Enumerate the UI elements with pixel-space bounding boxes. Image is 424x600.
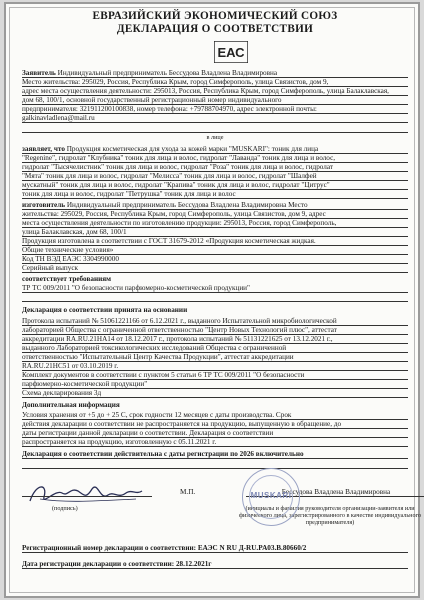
- manufacturer-line-6: Общие технические условия»: [22, 246, 408, 255]
- basis-label: Декларация о соответствии принята на основании: [22, 306, 188, 314]
- manufacturer-line-4: улица Балаклавская, дом 68, 100/1: [22, 228, 408, 237]
- header-union-title: ЕВРАЗИЙСКИЙ ЭКОНОМИЧЕСКИЙ СОЮЗ: [92, 10, 338, 22]
- company-stamp: [242, 468, 300, 526]
- manufacturer-line-2: жительства: 295029, Россия, Республика Крым, город Симферополь, улица Связистов, дом 9, адрес: [22, 210, 408, 219]
- applicant-name: Индивидуальный предприниматель Бессудова Владлена Владимировна: [55, 69, 278, 77]
- hs-code: Код ТН ВЭД ЕАЭС 3304990000: [22, 255, 408, 264]
- declaration-sheet: [4, 2, 420, 598]
- product-line-5: мускатный" тоник для лица и волос, гидролат "Крапива" тоник для лица и волос, гидролат "Цитрус": [22, 181, 408, 190]
- basis-line-6: RA.RU.21НС51 от 03.10.2019 г.: [22, 362, 408, 371]
- requirements-value: ТР ТС 009/2011 "О безопасности парфюмерно-косметической продукции": [22, 284, 408, 293]
- registration-date-row: [22, 560, 408, 569]
- registration-number-row: [22, 544, 408, 553]
- additional-label: Дополнительная информация: [22, 401, 120, 409]
- product-line-4: "Мята" тоник для лица и волос, гидролат "Мелисса" тоник для лица и волос, гидролат "Шалфей: [22, 172, 408, 181]
- manufacturer-line-5: Продукция изготовлена в соответствии с ГОСТ 31679-2012 «Продукция косметическая жидкая.: [22, 237, 408, 246]
- applicant-line-4: предпринимателя: 321911200100838, номер телефона: +79788704970, адрес электронной почты:: [22, 105, 408, 114]
- applicant-line-5: galkinavladlena@mail.ru: [22, 114, 408, 123]
- additional-line-2: действия декларации о соответствии не распространяется на продукцию, выпущенную в обращение, до: [22, 420, 408, 429]
- product-line-1: Продукция косметическая для ухода за кожей марки "MUSKARI": тоник для лица: [64, 145, 319, 153]
- applicant-blank: [22, 124, 408, 133]
- additional-line-3: даты регистрации данной декларации о соответствии. Декларация о соответствии: [22, 429, 408, 438]
- applicant-line-2: адрес места осуществления деятельности: 295013, Россия, Республика Крым, город Симферополь, улица Балаклавская,: [22, 87, 408, 96]
- requirements-blank: [22, 294, 408, 302]
- manufacturer-row: [22, 201, 408, 210]
- eac-logo-text: ЕАС: [217, 45, 245, 60]
- registration-date-label: Дата регистрации декларации о соответствии:: [22, 560, 175, 568]
- basis-line-1: Протокола испытаний № 51061221166 от 6.12.2021 г., выданного Испытательной микробиологической: [22, 317, 408, 326]
- basis-line-9: Схема декларирования 3д: [22, 389, 408, 398]
- manufacturer-line-3: места осуществления деятельности по изготовлению продукции: 295013, Россия, город Симферополь,: [22, 219, 408, 228]
- signer-name: Бессудова Владлена Владимировна: [246, 488, 424, 497]
- requirements-label: соответствует требованиям: [22, 275, 112, 283]
- registration-number-value: ЕАЭС N RU Д-RU.PA03.B.80660/2: [196, 544, 307, 552]
- product-line-6: тоник для лица и волос, гидролат "Петрушка" тоник для лица и волос: [22, 190, 408, 199]
- manufacturer-line-1: Индивидуальный предприниматель Бессудова Владлена Владимировна Место: [65, 201, 308, 209]
- additional-line-1: Условия хранения от +5 до + 25 С, срок годности 12 месяцев с даты производства. Срок: [22, 411, 408, 420]
- stamp-place-label: М.П.: [180, 488, 196, 496]
- applicant-row: [22, 69, 408, 78]
- registration-date-value: 28.12.2021г: [174, 560, 212, 568]
- additional-line-4: распространяется на продукцию, изготовленную с 05.11.2021 г.: [22, 438, 408, 447]
- applicant-line-3: дом 68, 100/1, основной государственный регистрационный номер индивидуального: [22, 96, 408, 105]
- basis-line-2: лабораторией Общества с ограниченной ответственностью "Центр Новых Технологий плюс", аттестат: [22, 326, 408, 335]
- applicant-line-1: Место жительства: 295029, Россия, Республика Крым, город Симферополь, улица Связистов, дом 9,: [22, 78, 408, 87]
- signature-line: [22, 496, 152, 497]
- validity-line: Декларация о соответствии действительна с даты регистрации по 2026 включительно: [22, 450, 408, 459]
- basis-line-3: аккредитации RA.RU.21НА14 от 18.12.2017 г., протокола испытаний № 51131221625 от 13.12.2021 г.,: [22, 335, 408, 344]
- signature-caption: (подпись): [52, 505, 78, 512]
- registration-number-label: Регистрационный номер декларации о соответствии:: [22, 544, 197, 552]
- product-row: [22, 145, 408, 154]
- basis-line-7: Комплект документов в соответствии с пунктом 5 статьи 6 ТР ТС 009/2011 "О безопасности: [22, 371, 408, 380]
- basis-line-5: ответственностью "Испытательный Центр Качества Продукции", аттестат аккредитации: [22, 353, 408, 362]
- product-line-2: "Regenine", гидролат "Клубника" тоник для лица и волос, гидролат "Лаванда" тоник для лица и волос,: [22, 154, 408, 163]
- stamp-text: MUSKARI: [250, 491, 292, 500]
- product-line-3: гидролат "Тысячелистник" тоник для лица и волос, гидролат "Роза" тоник для лица и волос, гидролат: [22, 163, 408, 172]
- applicant-caption: в лице: [206, 134, 224, 141]
- validity-blank: [22, 460, 408, 469]
- header-declaration-title: ДЕКЛАРАЦИЯ О СООТВЕТСТВИИ: [116, 23, 314, 35]
- basis-line-8: парфюмерно-косметической продукции": [22, 380, 408, 389]
- applicant-label: Заявитель: [22, 69, 56, 77]
- serial-release: Серийный выпуск: [22, 264, 408, 273]
- product-label: заявляет, что: [22, 145, 65, 153]
- basis-line-4: выданного Лабораторией токсикологических исследований Общества с ограниченной: [22, 344, 408, 353]
- eac-logo-icon: [214, 41, 248, 63]
- manufacturer-label: изготовитель: [22, 201, 66, 209]
- signer-caption: (инициалы и фамилия руководителя организации-заявителя или физического лица, зарегистрированного в качестве индивидуального предпринимателя): [238, 505, 422, 526]
